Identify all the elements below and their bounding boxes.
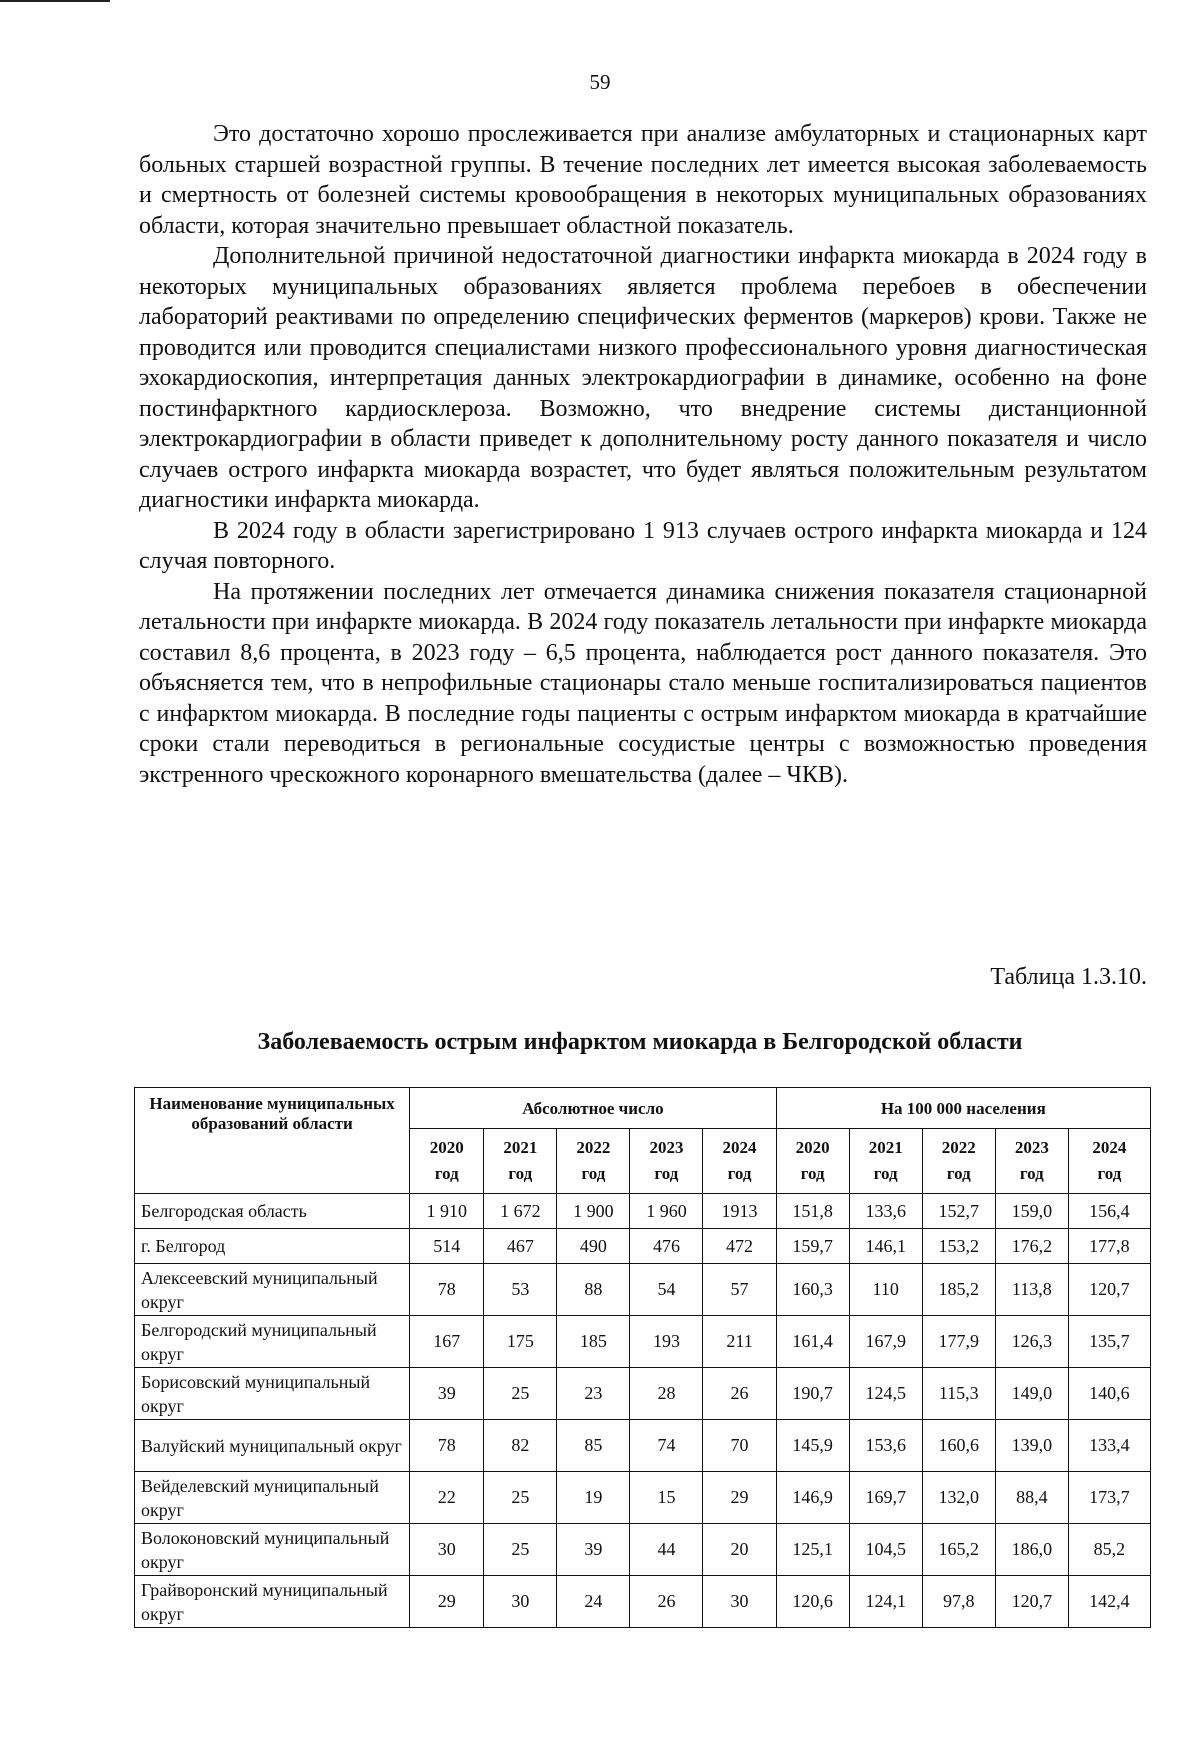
municipality-name: Борисовский муниципальный округ: [135, 1368, 410, 1420]
table-cell: 156,4: [1068, 1194, 1150, 1229]
table-cell: 25: [484, 1524, 557, 1576]
year-label: 2023: [649, 1138, 684, 1157]
table-cell: 177,8: [1068, 1229, 1150, 1264]
table-cell: 467: [484, 1229, 557, 1264]
municipality-name: г. Белгород: [135, 1229, 410, 1264]
table-cell: 124,5: [849, 1368, 922, 1420]
table-cell: 26: [703, 1368, 776, 1420]
table-cell: 110: [849, 1264, 922, 1316]
table-cell: 19: [557, 1472, 630, 1524]
paragraph: В 2024 году в области зарегистрировано 1 913 случаев острого инфаркта миокарда и 124 случая повторного.: [139, 517, 1147, 574]
year-header-per100k-2022: [922, 1129, 995, 1194]
table-cell: 133,4: [1068, 1420, 1150, 1472]
table-cell: 476: [630, 1229, 703, 1264]
table-cell: 1 960: [630, 1194, 703, 1229]
year-suffix: год: [727, 1164, 752, 1183]
table-cell: 120,7: [995, 1576, 1068, 1628]
year-label: 2022: [941, 1138, 976, 1157]
table-body: [135, 1194, 1151, 1628]
page-number: 59: [589, 70, 611, 94]
table-cell: 29: [703, 1472, 776, 1524]
year-suffix: год: [434, 1164, 459, 1183]
table-cell: 1 910: [410, 1194, 484, 1229]
table-cell: 1 900: [557, 1194, 630, 1229]
paragraph: Это достаточно хорошо прослеживается при анализе амбулаторных и стационарных карт больных старшей возрастной группы. В течение последних лет имеется высокая заболеваемость и смертность от болезней системы кровообращения в некоторых муниципальных образованиях области, которая значительно превышает областной показатель.: [139, 121, 1147, 239]
table-cell: 113,8: [995, 1264, 1068, 1316]
year-suffix: год: [1019, 1164, 1044, 1183]
year-header-absolute-2023: [630, 1129, 703, 1194]
table-cell: 15: [630, 1472, 703, 1524]
incidence-table: [134, 1087, 1151, 1628]
table-cell: 1 672: [484, 1194, 557, 1229]
table-cell: 24: [557, 1576, 630, 1628]
table-cell: 173,7: [1068, 1472, 1150, 1524]
municipality-name: Волоконовский муниципальный округ: [135, 1524, 410, 1576]
table-cell: 70: [703, 1420, 776, 1472]
year-label: 2023: [1014, 1138, 1049, 1157]
absolute-group-header: Абсолютное число: [410, 1088, 776, 1129]
table-cell: 152,7: [922, 1194, 995, 1229]
table-cell: 490: [557, 1229, 630, 1264]
table-cell: 160,3: [776, 1264, 849, 1316]
table-cell: 97,8: [922, 1576, 995, 1628]
table-cell: 146,9: [776, 1472, 849, 1524]
body-text: [139, 119, 1147, 790]
name-column-header: Наименование муниципальных образований области: [135, 1088, 410, 1194]
year-suffix: год: [581, 1164, 606, 1183]
table-cell: 167: [410, 1316, 484, 1368]
table-cell: 25: [484, 1368, 557, 1420]
table-cell: 74: [630, 1420, 703, 1472]
table-cell: 30: [484, 1576, 557, 1628]
table-cell: 185: [557, 1316, 630, 1368]
table-cell: 115,3: [922, 1368, 995, 1420]
table-cell: 193: [630, 1316, 703, 1368]
table-row: [135, 1229, 1151, 1264]
year-label: 2024: [1092, 1138, 1127, 1157]
year-header-absolute-2024: [703, 1129, 776, 1194]
year-suffix: год: [1097, 1164, 1122, 1183]
table-cell: 514: [410, 1229, 484, 1264]
year-label: 2021: [503, 1138, 538, 1157]
table-cell: 472: [703, 1229, 776, 1264]
year-header-absolute-2022: [557, 1129, 630, 1194]
year-header-per100k-2021: [849, 1129, 922, 1194]
table-cell: 165,2: [922, 1524, 995, 1576]
table-cell: 159,0: [995, 1194, 1068, 1229]
year-suffix: год: [508, 1164, 533, 1183]
table-row: [135, 1194, 1151, 1229]
table-cell: 153,6: [849, 1420, 922, 1472]
table-cell: 85: [557, 1420, 630, 1472]
table-row: [135, 1368, 1151, 1420]
table-cell: 132,0: [922, 1472, 995, 1524]
year-label: 2024: [722, 1138, 757, 1157]
table-cell: 176,2: [995, 1229, 1068, 1264]
table-cell: 85,2: [1068, 1524, 1150, 1576]
table-cell: 146,1: [849, 1229, 922, 1264]
table-cell: 159,7: [776, 1229, 849, 1264]
table-cell: 177,9: [922, 1316, 995, 1368]
table-cell: 88,4: [995, 1472, 1068, 1524]
table-cell: 78: [410, 1420, 484, 1472]
table-cell: 22: [410, 1472, 484, 1524]
table-cell: 29: [410, 1576, 484, 1628]
top-rule: [0, 0, 110, 2]
paragraph: Дополнительной причиной недостаточной диагностики инфаркта миокарда в 2024 году в некоторых муниципальных образованиях является проблема перебоев в обеспечении лабораторий реактивами по определению специфических ферментов (маркеров) крови. Также не проводится или проводится специалистами низкого профессионального уровня диагностическая эхокардиоскопия, интерпретация данных электрокардиографии в динамике, особенно на фоне постинфарктного кардиосклероза. Возможно, что внедрение системы дистанционной электрокардиографии в области приведет к дополнительному росту данного показателя и число случаев острого инфаркта миокарда возрастет, что будет являться положительным результатом диагностики инфаркта миокарда.: [139, 243, 1147, 513]
year-label: 2022: [576, 1138, 611, 1157]
year-header-per100k-2023: [995, 1129, 1068, 1194]
table-cell: 1913: [703, 1194, 776, 1229]
year-label: 2021: [868, 1138, 903, 1157]
table-cell: 57: [703, 1264, 776, 1316]
table-cell: 82: [484, 1420, 557, 1472]
municipality-name: Вейделевский муниципальный округ: [135, 1472, 410, 1524]
table-title: Заболеваемость острым инфарктом миокарда в Белгородской области: [257, 1029, 1023, 1055]
municipality-name: Белгородский муниципальный округ: [135, 1316, 410, 1368]
year-header-per100k-2024: [1068, 1129, 1150, 1194]
table-cell: 211: [703, 1316, 776, 1368]
table-row: [135, 1264, 1151, 1316]
municipality-name: Белгородская область: [135, 1194, 410, 1229]
table-cell: 145,9: [776, 1420, 849, 1472]
table-cell: 26: [630, 1576, 703, 1628]
table-cell: 175: [484, 1316, 557, 1368]
table-cell: 53: [484, 1264, 557, 1316]
table-cell: 133,6: [849, 1194, 922, 1229]
year-suffix: год: [800, 1164, 825, 1183]
table-caption: Таблица 1.3.10.: [990, 964, 1147, 990]
table-row: [135, 1524, 1151, 1576]
year-label: 2020: [429, 1138, 464, 1157]
year-header-per100k-2020: [776, 1129, 849, 1194]
table-cell: 30: [410, 1524, 484, 1576]
table-row: [135, 1472, 1151, 1524]
per100k-group-header: На 100 000 населения: [776, 1088, 1150, 1129]
year-suffix: год: [946, 1164, 971, 1183]
table-row: [135, 1576, 1151, 1628]
table-cell: 20: [703, 1524, 776, 1576]
year-suffix: год: [873, 1164, 898, 1183]
table-cell: 30: [703, 1576, 776, 1628]
table-cell: 190,7: [776, 1368, 849, 1420]
table-cell: 25: [484, 1472, 557, 1524]
table-cell: 140,6: [1068, 1368, 1150, 1420]
table-cell: 142,4: [1068, 1576, 1150, 1628]
municipality-name: Грайворонский муниципальный округ: [135, 1576, 410, 1628]
table-cell: 88: [557, 1264, 630, 1316]
table-cell: 151,8: [776, 1194, 849, 1229]
table-cell: 167,9: [849, 1316, 922, 1368]
table-cell: 160,6: [922, 1420, 995, 1472]
table-row: [135, 1316, 1151, 1368]
table-cell: 125,1: [776, 1524, 849, 1576]
table-row: [135, 1420, 1151, 1472]
table-cell: 135,7: [1068, 1316, 1150, 1368]
table-cell: 124,1: [849, 1576, 922, 1628]
table-cell: 186,0: [995, 1524, 1068, 1576]
table-cell: 185,2: [922, 1264, 995, 1316]
year-label: 2020: [795, 1138, 830, 1157]
year-suffix: год: [654, 1164, 679, 1183]
municipality-name: Алексеевский муниципальный округ: [135, 1264, 410, 1316]
table-cell: 120,7: [1068, 1264, 1150, 1316]
table-cell: 104,5: [849, 1524, 922, 1576]
table-cell: 39: [557, 1524, 630, 1576]
table-cell: 54: [630, 1264, 703, 1316]
table-cell: 28: [630, 1368, 703, 1420]
table-cell: 44: [630, 1524, 703, 1576]
table-cell: 78: [410, 1264, 484, 1316]
table-cell: 149,0: [995, 1368, 1068, 1420]
year-header-absolute-2021: [484, 1129, 557, 1194]
table-cell: 153,2: [922, 1229, 995, 1264]
table-cell: 23: [557, 1368, 630, 1420]
table-cell: 120,6: [776, 1576, 849, 1628]
year-header-absolute-2020: [410, 1129, 484, 1194]
paragraph: На протяжении последних лет отмечается динамика снижения показателя стационарной летальности при инфаркте миокарда. В 2024 году показатель летальности при инфаркте миокарда составил 8,6 процента, в 2023 году – 6,5 процента, наблюдается рост данного показателя. Это объясняется тем, что в непрофильные стационары стало меньше госпитализироваться пациентов с инфарктом миокарда. В последние годы пациенты с острым инфарктом миокарда в кратчайшие сроки стали переводиться в региональные сосудистые центры с возможностью проведения экстренного чрескожного коронарного вмешательства (далее – ЧКВ).: [139, 578, 1147, 788]
table-cell: 169,7: [849, 1472, 922, 1524]
table-cell: 161,4: [776, 1316, 849, 1368]
table-cell: 139,0: [995, 1420, 1068, 1472]
municipality-name: Валуйский муниципальный округ: [135, 1420, 410, 1472]
table-cell: 126,3: [995, 1316, 1068, 1368]
table-cell: 39: [410, 1368, 484, 1420]
